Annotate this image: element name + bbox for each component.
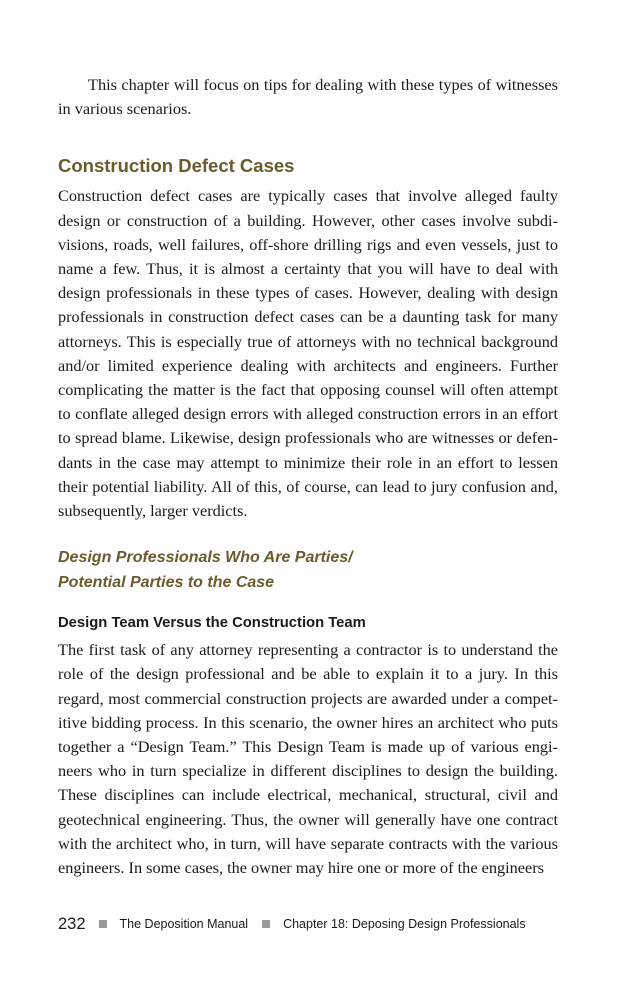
page-number: 232 [58,914,86,933]
footer-chapter-title: Chapter 18: Deposing Design Professionals [283,917,526,931]
subsection-heading-line-1: Design Professionals Who Are Parties/ [58,549,353,567]
subsection-heading-line-2: Potential Parties to the Case [58,573,275,591]
square-bullet-icon [262,920,270,928]
subsection-heading-design-professionals [58,546,558,595]
design-team-paragraph: The first task of any attorney representing a contractor is to understand the role of the design professional and be able to explain it to a jury. In this regard, most commercial construction projects are awarded under a competitive bidding process. In this scenario, the owner hires an architect who puts together a “Design Team.” This Design Team is made up of various engineers who in turn specialize in different disciplines to design the building. These disciplines can include electrical, mechanical, structural, civil and geotechnical engineering. Thus, the owner will generally have one contract with the architect who, in turn, will have separate contracts with the various engineers. In some cases, the owner may hire one or more of the engineers [58,640,558,878]
section-heading-construction-defect-cases: Construction Defect Cases [58,155,295,177]
square-bullet-icon [99,920,107,928]
footer-book-title: The Deposition Manual [119,917,249,931]
construction-defect-paragraph: Construction defect cases are typically cases that involve alleged faulty design or construction of a building. However, other cases involve subdivisions, roads, well failures, off-shore drilling rigs and even vessels, just to name a few. Thus, it is almost a certainty that you will have to deal with design professionals in these types of cases. However, dealing with design professionals in construction defect cases can be a daunting task for many attorneys. This is especially true of attorneys with no technical background and/or limited experience dealing with architects and engineers. Further complicating the matter is the fact that opposing counsel will often attempt to conflate alleged design errors with alleged construction errors in an effort to spread blame. Likewise, design professionals who are witnesses or defendants in the case may attempt to minimize their role in an effort to lessen their potential liability. All of this, of course, can lead to jury confusion and, subsequently, larger verdicts. [58,186,558,521]
page-content [58,73,558,880]
subsubsection-heading-design-team: Design Team Versus the Construction Team [58,615,366,632]
intro-paragraph: This chapter will focus on tips for dealing with these types of witnesses in various scenarios. [58,75,558,119]
page-footer [58,912,578,936]
